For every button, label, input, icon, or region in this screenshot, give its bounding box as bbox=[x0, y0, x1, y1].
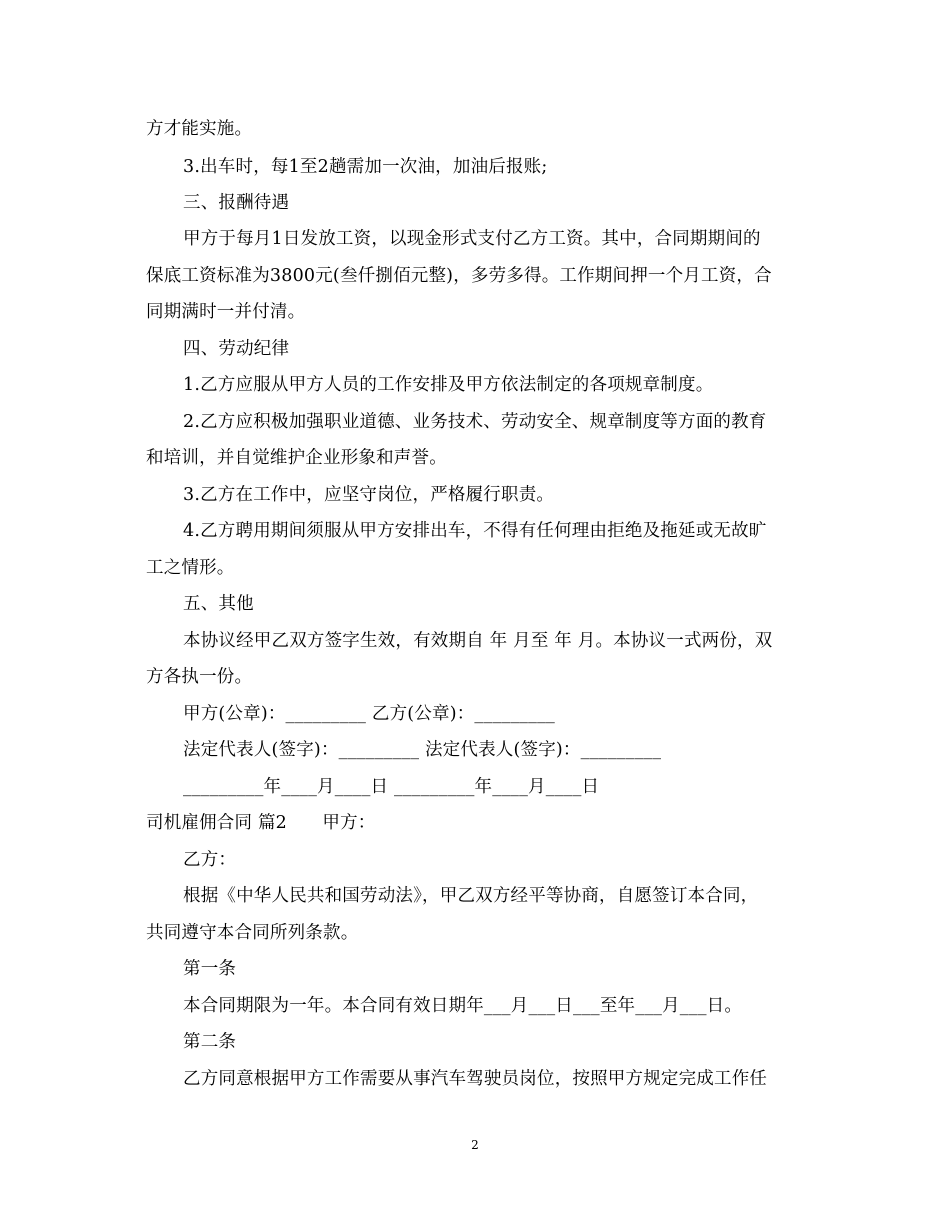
contract-title-line: 司机雇佣合同 篇2 甲方： bbox=[146, 813, 376, 833]
text-line-1: 方才能实施。 bbox=[146, 119, 253, 139]
text-line-25: 本合同期限为一年。本合同有效日期年___月___日___至年___月___日。 bbox=[183, 996, 743, 1016]
text-line-4: 甲方于每月1日发放工资，以现金形式支付乙方工资。其中，合同期期间的 bbox=[183, 229, 761, 249]
text-line-21: 乙方： bbox=[183, 850, 237, 870]
section-heading-4: 四、劳动纪律 bbox=[183, 339, 290, 359]
signature-representative-line: 法定代表人(签字)：_________ 法定代表人(签字)：_________ bbox=[183, 740, 662, 760]
article-heading-1: 第一条 bbox=[183, 959, 237, 979]
text-line-9: 2.乙方应积极加强职业道德、业务技术、劳动安全、规章制度等方面的教育 bbox=[183, 412, 767, 432]
article-heading-2: 第二条 bbox=[183, 1032, 237, 1052]
text-line-6: 同期满时一并付清。 bbox=[146, 302, 306, 322]
text-line-8: 1.乙方应服从甲方人员的工作安排及甲方依法制定的各项规章制度。 bbox=[183, 375, 714, 395]
section-heading-5: 五、其他 bbox=[183, 594, 254, 614]
text-line-27: 乙方同意根据甲方工作需要从事汽车驾驶员岗位，按照甲方规定完成工作任 bbox=[183, 1069, 768, 1089]
text-line-22: 根据《中华人民共和国劳动法》，甲乙双方经平等协商，自愿签订本合同， bbox=[183, 886, 759, 906]
text-line-23: 共同遵守本合同所列条款。 bbox=[146, 923, 359, 943]
text-line-13: 工之情形。 bbox=[146, 558, 235, 578]
text-line-5: 保底工资标准为3800元(叁仟捌佰元整)，多劳多得。工作期间押一个月工资，合 bbox=[146, 266, 772, 286]
page-number: 2 bbox=[471, 1138, 479, 1152]
signature-date-line: _________年____月____日 _________年____月____日 bbox=[183, 777, 600, 797]
text-line-15: 本协议经甲乙双方签字生效，有效期自 年 月至 年 月。本协议一式两份，双 bbox=[183, 631, 773, 651]
text-line-2: 3.出车时，每1至2趟需加一次油，加油后报账; bbox=[183, 157, 548, 177]
text-line-10: 和培训，并自觉维护企业形象和声誉。 bbox=[146, 448, 447, 468]
text-line-16: 方各执一份。 bbox=[146, 667, 253, 687]
section-heading-3: 三、报酬待遇 bbox=[183, 193, 290, 213]
text-line-11: 3.乙方在工作中，应坚守岗位，严格履行职责。 bbox=[183, 485, 555, 505]
text-line-12: 4.乙方聘用期间须服从甲方安排出车，不得有任何理由拒绝及拖延或无故旷 bbox=[183, 521, 767, 541]
signature-seal-line: 甲方(公章)：_________ 乙方(公章)：_________ bbox=[183, 704, 555, 724]
